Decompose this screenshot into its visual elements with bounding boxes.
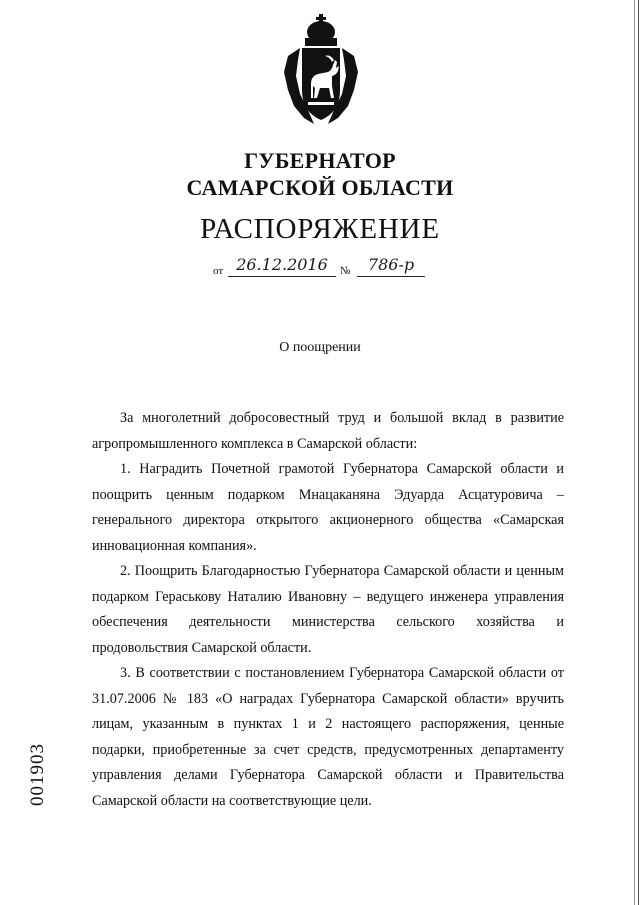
date-label: от: [213, 265, 224, 277]
region-title: САМАРСКОЙ ОБЛАСТИ: [186, 175, 454, 200]
document-type-heading: РАСПОРЯЖЕНИЕ: [200, 213, 440, 245]
number-handwritten: 786-р: [357, 254, 425, 277]
item-paragraph-1: 1. Наградить Почетной грамотой Губернатора Самарской области и поощрить ценным подарком Мнацаканяна Эдуарда Асцатуровича – генерального директора открытого акционерного общества «Самарская инновационная компания».: [92, 461, 564, 554]
scan-edge-line: [638, 0, 639, 905]
item-paragraph-3: 3. В соответствии с постановлением Губернатора Самарской области от 31.07.2006 № 183 «О наградах Губернатора Самарской области» вручить лицам, указанным в пунктах 1 и 2 настоящего распоряжения, ценные подарки, приобретенные за счет средств, предусмотренных департаменту управления делами Губернатора Самарской области и Правительства Самарской области на соответствующие цели.: [92, 665, 564, 809]
document-subject: О поощрении: [279, 340, 361, 355]
governor-title: ГУБЕРНАТОР: [244, 148, 396, 173]
document-body: [92, 406, 564, 814]
number-label: №: [340, 265, 351, 277]
date-handwritten: 26.12.2016: [228, 254, 336, 277]
coat-of-arms-icon: [278, 12, 364, 130]
scan-edge-line: [634, 0, 635, 905]
registration-line: [213, 257, 443, 281]
margin-registration-stamp: 001903: [27, 743, 48, 806]
intro-paragraph: За многолетний добросовестный труд и большой вклад в развитие агропромышленного комплекса в Самарской области:: [92, 410, 564, 452]
item-paragraph-2: 2. Поощрить Благодарностью Губернатора Самарской области и ценным подарком Гераськову Наталию Ивановну – ведущего инженера управления обеспечения деятельности министерства сельского хозяйства и продовольствия Самарской области.: [92, 563, 564, 656]
